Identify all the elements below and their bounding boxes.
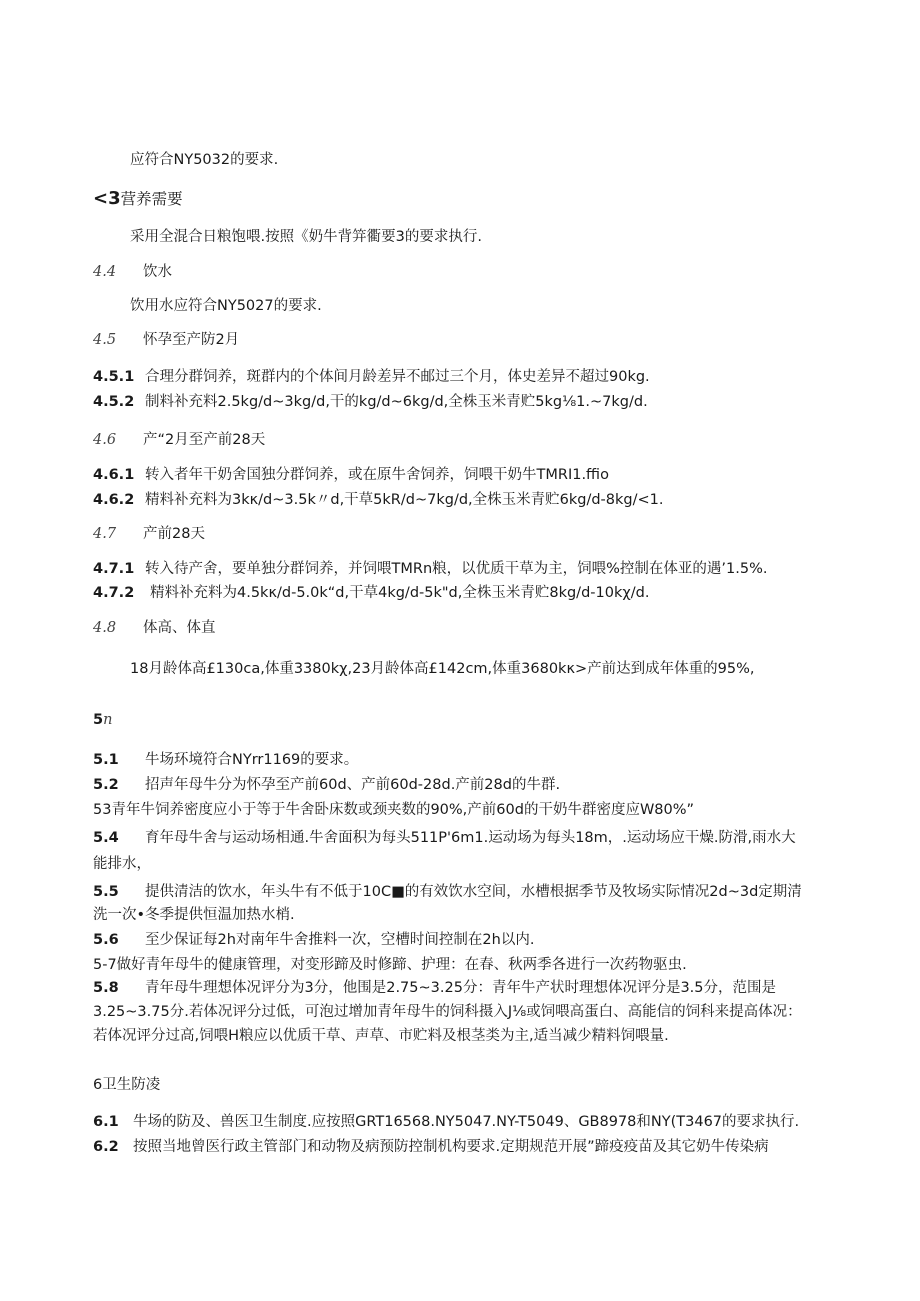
heading-text: 产“2月至产前28天	[143, 432, 266, 448]
clause-text: 合理分群饲养，斑群内的个体间月龄差异不邮过三个月，体史差异不超过90kg.	[145, 369, 650, 385]
clause-text: 精料补充料为4.5kκ/d-5.0k“d,干草4kg/d-5k"d,全株玉米青贮8kg/d-10kχ/d.	[150, 585, 650, 601]
clause-line	[93, 750, 358, 770]
clause-line	[93, 828, 796, 848]
text-line: 采用全混合日粮饱喂.按照《奶牛背笄衢要3的要求执行.	[130, 229, 482, 245]
clause-text: 牛场环境符合NYrr1169的要求。	[145, 752, 359, 768]
clause-number: 5.2	[93, 777, 119, 793]
heading-number: <3	[93, 188, 121, 209]
clause-line	[93, 392, 648, 412]
text-line: 应符合NY5032的要求.	[130, 152, 279, 168]
subsection-heading	[93, 430, 265, 450]
text-line: 饮用水应符合NY5027的要求.	[130, 298, 322, 314]
clause-line	[93, 930, 534, 950]
clause-number: 4.7.2	[93, 585, 135, 601]
clause-line	[93, 465, 609, 485]
heading-text: n	[103, 712, 113, 728]
clause-line	[93, 559, 767, 579]
clause-number: 6.1	[93, 1114, 119, 1130]
clause-line	[93, 490, 663, 510]
clause-text: 青年母牛理想体况评分为3分，他围是2.75~3.25分：青年牛产状时理想体况评分是3.5分，范围是	[145, 980, 777, 996]
subsection-heading	[93, 262, 172, 282]
clause-text: 招声年母牛分为怀孕至产前60d、产前60d-28d.产前28d的牛群.	[145, 777, 561, 793]
clause-number: 5.6	[93, 932, 119, 948]
clause-text: 制料补充料2.5kg/d~3kg/d,干的kg/d~6kg/d,全株玉米青贮5kg⅛1.~7kg/d.	[145, 394, 648, 410]
subsection-heading	[93, 330, 239, 350]
heading-number: 4.7	[93, 526, 117, 542]
clause-text: 精料补充料为3kκ/d~3.5k〃d,干草5kR/d~7kg/d,全株玉米青贮6kg/d-8kg/<1.	[145, 492, 664, 508]
subsection-heading	[93, 524, 205, 544]
text-line: 3.25~3.75分.若体况评分过低，可泡过增加青年母牛的饲科摄入J⅛或饲喂高蛋白、高能信的饲科来提高体况：	[93, 1004, 802, 1020]
clause-number: 5.4	[93, 830, 119, 846]
clause-line	[93, 1137, 769, 1157]
text-line: 能排水，	[93, 856, 151, 872]
heading-number: 4.5	[93, 332, 117, 348]
text-line: 53青年牛饲养密度应小于等于牛舍卧床数或颈夹数的90%,产前60d的干奶牛群密度应W80%”	[93, 802, 695, 818]
text-line: 18月龄体高£130ca,体重3380kχ,23月龄体高£142cm,体重3680kκ>产前达到成年体重的95%,	[130, 661, 755, 677]
heading-text: 体高、体直	[143, 620, 216, 636]
heading-number: 5	[93, 712, 104, 728]
heading-text: 营养需要	[120, 190, 183, 208]
clause-text: 按照当地曾医行政主管部门和动物及病预防控制机构要求.定期规范开展”蹄疫疫苗及其它奶牛传染病	[133, 1139, 769, 1155]
clause-line	[93, 775, 560, 795]
clause-number: 5.8	[93, 980, 119, 996]
clause-number: 5.1	[93, 752, 119, 768]
heading-text: 产前28天	[143, 526, 205, 542]
clause-line	[93, 367, 650, 387]
clause-text: 转入者年干奶舍国独分群饲养，或在原牛舍饲养，饲喂干奶牛TMRI1.ffio	[145, 467, 609, 483]
heading-text: 怀孕至产防2月	[143, 332, 240, 348]
clause-text: 转入待产舍，要单独分群饲养，并饲喂TMRn粮，以优质干草为主，饲喂%控制在体亚的遇’1.5%.	[145, 561, 768, 577]
clause-text: 提供清洁的饮水，年头牛有不低于10C■的有效饮水空间，水槽根据季节及牧场实际情况2d~3d定期清	[145, 884, 802, 900]
section-heading	[93, 710, 112, 730]
text-line: 5-7做好青年母牛的健康管理，对变形蹄及时修蹄、护理：在春、秋两季各进行一次药物驱虫.	[93, 957, 687, 973]
text-line: 洗一次•冬季提供恒温加热水梢.	[93, 907, 295, 923]
heading-number: 4.8	[93, 620, 117, 636]
subsection-heading	[93, 618, 216, 638]
clause-text: 至少保证每2h对南年牛舍推料一次，空槽时间控制在2h以内.	[145, 932, 535, 948]
clause-number: 5.5	[93, 884, 119, 900]
clause-line	[93, 583, 649, 603]
clause-number: 4.5.2	[93, 394, 135, 410]
section-heading: 6卫生防凌	[93, 1077, 161, 1093]
clause-line	[93, 1112, 799, 1132]
clause-number: 4.6.2	[93, 492, 135, 508]
text-line: 若体况评分过高,饲喂H粮应以优质干草、声草、市贮料及根茎类为主,适当减少精料饲喂量.	[93, 1028, 669, 1044]
heading-number: 4.6	[93, 432, 117, 448]
heading-number: 4.4	[93, 264, 117, 280]
clause-text: 牛场的防及、兽医卫生制度.应按照GRT16568.NY5047.NY-T5049、GB8978和NY(T3467的要求执行.	[133, 1114, 800, 1130]
clause-line	[93, 882, 802, 902]
clause-number: 4.5.1	[93, 369, 135, 385]
section-heading	[93, 189, 183, 210]
clause-number: 6.2	[93, 1139, 119, 1155]
clause-number: 4.7.1	[93, 561, 135, 577]
clause-number: 4.6.1	[93, 467, 135, 483]
clause-line	[93, 978, 776, 998]
clause-text: 育年母牛舍与运动场相通.牛舍面积为每头511P'6m1.运动场为每头18m，.运动场应干燥.防滑,雨水大	[145, 830, 796, 846]
heading-text: 饮水	[143, 264, 172, 280]
